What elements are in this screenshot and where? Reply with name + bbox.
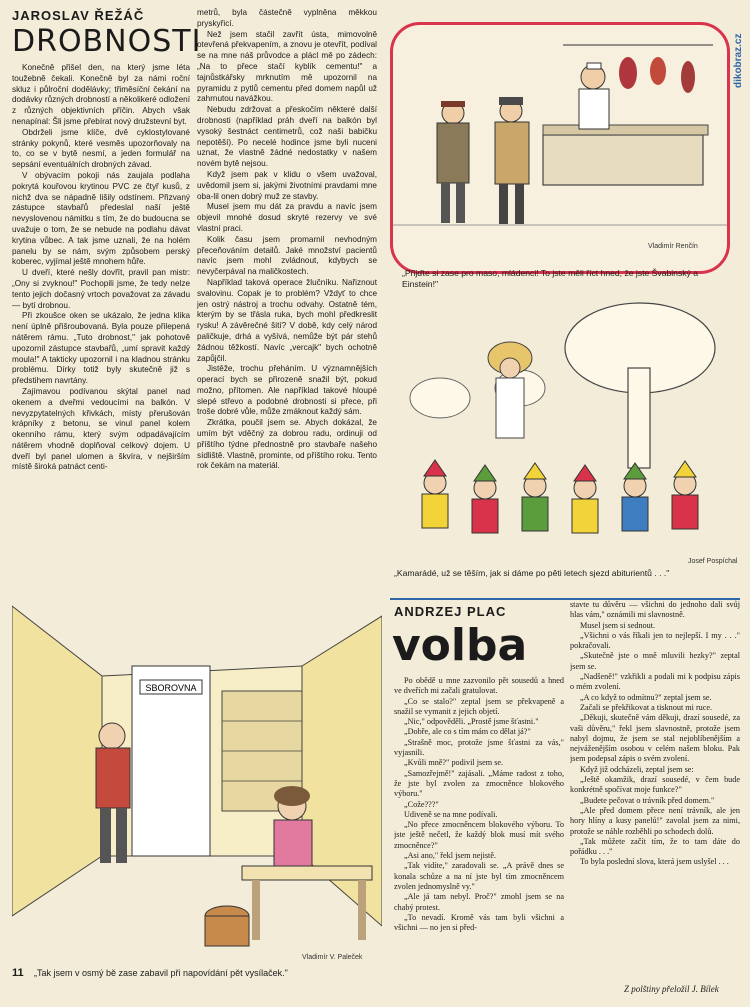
- paragraph: Když jsem pak v klidu o všem uvažoval, uvědomil jsem si, jakými životními pravdami mne oba-lil onen dobrý muž ze stavby.: [197, 169, 377, 201]
- paragraph: V obývacím pokoji nás zaujala podlaha pokrytá kouřovou krytinou PVC ze čtyř kusů, z nichž dva se nápadně lišily odstínem. Přizvaný zástupce stavbařů předeslal naší ještě nevyslovenou námitku s tím, že do budoucna se uvažuje o tom, že se nebude na podlahu dávat krytina vůbec. A tak jsme uznali, že na holém panelu by se nám, svým způsobem perský koberec, vyjímal ještě mnohem hůře.: [12, 170, 190, 267]
- paragraph: „Tak vidíte," zaradovali se. „A právě dnes se konala schůze a na ní jste byl tím zmocněncem zvolen jednomyslně vy.": [394, 861, 564, 891]
- paragraph: Když již odcházeli, zeptal jsem se:: [580, 764, 694, 774]
- paragraph: Než jsem stačil zavřít ústa, mimovolně otevřená překvapením, a znovu je otevřít, podíval se na mne náš průvodce a plácl mě po zádech: „Na to přece stačí kyblík cementu!" a tajnůstkářsky mrknutím mě upozornil na pyramidu z pytlů cementu před domem napůl už zahrnutou navážkou.: [197, 29, 377, 104]
- paragraph: „Strašně moc, protože jsme šťastni za vás," vyjasnili.: [394, 737, 564, 758]
- article-author: ANDRZEJ PLAC: [394, 604, 507, 619]
- paragraph: Po obědě u mne zazvonilo pět sousedů a hned ve dveřích mi začali gratulovat.: [394, 676, 564, 696]
- cartoon-caption: „Tak jsem v osmý bě zase zabavil při napovídání pět vysílaček.": [34, 968, 288, 978]
- cartoon-schoolchildren: [390, 288, 738, 566]
- paragraph: „Samozřejmě!" zajásali. „Máme radost z toho, že jste byl zvolen za zmocněnce blokového výboru.": [394, 768, 564, 799]
- paragraph: U dveří, které nešly dovřít, pravil pan mistr: „Ony si zvyknou!" Pochopili jsme, že tedy nelze tento jejich dočasný vrtoch považovat za závadu — bytí drobnou.: [12, 268, 190, 310]
- paragraph: metrů, byla částečně vyplněna měkkou pryskyřicí.: [197, 8, 377, 28]
- paragraph: „Budete pečovat o trávník před domem.": [580, 795, 715, 805]
- paragraph: „Nadšeně!" vzkřikli a podali mi k podpisu zápis o mém zvolení.: [570, 672, 740, 692]
- paragraph: „Ale já tam nebyl. Proč?" zmohl jsem se na chabý protest.: [394, 892, 564, 912]
- paragraph: Zkrátka, poučil jsem se. Abych dokázal, že umím být vděčný za dobrou radu, ordinuji od příštího týdne přednostně pro stavbaře našeho sídliště. Vlastně, prominte, od příštího roku. Tento rok čekám na materiál.: [197, 418, 377, 471]
- paragraph: „Děkuji, skutečně vám děkuji, drazí sousedé, za vaši důvěru," řekl jsem slavnostně, protože jsem nabyl dojmu, že jsem se stal nejoblíbenějším a nejváženějším osobou v celém našem bloku. Pak jsem podepsal zápis o svém zvolení.: [570, 713, 740, 764]
- translator-credit: Z polštiny přeložil J. Bílek: [624, 984, 719, 994]
- paragraph: „Asi ano," řekl jsem nejistě.: [404, 851, 497, 861]
- paragraph: „Všichni o vás říkali jen to nejlepší. I my . . ." pokračovali.: [570, 630, 740, 651]
- article-drobnosti-column-2: [197, 8, 377, 583]
- cartoon-credit: Vladimír Renčín: [648, 243, 698, 250]
- paragraph: „To nevadí. Kromě vás tam byli všichni a všichni — no jen si před-: [394, 912, 564, 933]
- paragraph: Jistěže, trochu přeháním. U významnějších operací bych se přirozeně snažil být, pokud možno, přítomen. Ale například takové hloupé slepé střevo a podobné drobnosti si přece, při troše dobré vůle, může zmáknout každý sám.: [197, 364, 377, 417]
- cartoon-butcher-illustration: [393, 25, 730, 274]
- paragraph: Například taková operace žlučníku. Nařiznout svalovinu. Copak je to problém? Vždyť to chce jen ostrý nástroj a trochu odvahy. Ostatně tém, kterým by se třásla ruka, bych mohl předkreslit rysku! A závěrečné šití? V době, kdy celý národ paličkuje, drhá a vyšívá, nemůže být pár stehů žádnou těžkostí. Navíc „vercajk" bych ochotně zapůjčil.: [197, 277, 377, 363]
- page-number: 11: [12, 967, 24, 979]
- paragraph: Udiveně se na mne podívali.: [404, 809, 498, 819]
- article-title: volba: [392, 620, 528, 671]
- paragraph: Zajímavou podívanou skýtal panel nad okenem a dveřmi vedoucími na balkón. V nevyzpytatelných křivkách, místy přerušován krápníky z betonu, se vinul panel kolem okenního rámu, který svým odpadávajícím nátěrem vhodně doplňoval celkový dojem. U dveří byl panel ulomen a škvíra, v nejširším místě široká patnáct centi-: [12, 386, 190, 472]
- paragraph: „Skutečně jste o mně mluvili hezky?" zeptal jsem se.: [570, 651, 740, 671]
- cartoon-staff-room: [12, 596, 382, 962]
- paragraph: „Cože???": [404, 799, 439, 809]
- paragraph: Musel jsem mu dát za pravdu a navíc jsem objevil mnohé dosud skryté rezervy ve své vlastní praci.: [197, 202, 377, 233]
- cartoon-schoolchildren-illustration: [390, 288, 738, 566]
- paragraph: „Tak můžete začít tím, že to tam dáte do pořádku . . .": [570, 836, 740, 857]
- cartoon-credit: Josef Pospíchal: [688, 558, 738, 565]
- site-watermark[interactable]: dikobraz.cz: [733, 33, 744, 88]
- article-drobnosti-column-1: [12, 63, 190, 583]
- paragraph: „Co se stalo?" zeptal jsem se překvapeně a snažil se vymanit z jejich objetí.: [394, 696, 564, 716]
- paragraph: Začali se překřikovat a tisknout mi ruce.: [580, 702, 713, 712]
- paragraph: „Nic," odpověděli. „Prostě jsme šťastni.": [404, 717, 539, 727]
- paragraph: „No přece zmocněncem blokového výboru. To jste ještě nečetl, že každý blok musí mít svého zmocněnce?": [394, 820, 564, 850]
- paragraph: „Dobře, ale co s tím mám co dělat já?": [404, 727, 531, 737]
- paragraph: Obdrželi jsme klíče, dvě cyklostylované stránky pokynů, které vesměs upozorňovaly na to, co se v bytě nesmí, a jeden formulář na sepsání eventuálních drobných závad.: [12, 127, 190, 170]
- paragraph: „Ještě okamžik, drazí sousedé, v čem bude konkrétně spočívat moje funkce?": [570, 775, 740, 795]
- cartoon-credit: Vladimír V. Paleček: [302, 954, 363, 961]
- paragraph: „Kvůli mně?" podivil jsem se.: [404, 758, 504, 768]
- paragraph: Nebudu zdržovat a přeskočím některé další drobnosti (například práh dveří na balkón byl vysoký šestnáct centimetrů, což naši babičku nepotěší). Po necelé hodince jsme byli nuceni uznat, že vlastně žádné nedostatky v našem novém bytě nejsou.: [197, 105, 377, 169]
- paragraph: „Ale před domem přece není trávník, ale jen hory hlíny a kusy panelů!" zavolal jsem za nimi, protože se náhle rozběhli po schodech dolů.: [570, 805, 740, 836]
- cartoon-caption: „Přijďte si zase pro maso, mládenci! To jste měli říct hned, že jste Švabinský a Einstein!": [402, 268, 698, 289]
- article-volba-column-1: [394, 676, 564, 981]
- paragraph: Konečně přišel den, na který jsme léta toužebně čekali. Konečně byl za námi roční skluz i půlroční dodělávky; třiměsíční čekání na dodávky různých drobností a několikeré odložení z různých objektivních příčin. Abych však nenapínal: Šli jsme přebírat nový družstevní byt.: [12, 63, 190, 126]
- article-title: DROBNOSTI: [12, 24, 202, 59]
- paragraph: To byla poslední slova, která jsem uslyšel . . .: [580, 857, 729, 867]
- paragraph: Při zkoušce oken se ukázalo, že jedna klika není úplně přišroubovaná. Byla pouze přilepená nátěrem rámu. „Tuto drobnost," jak pohotově upozornil zástupce stavbařů, „umí spravit každý moula!" A takticky upozornil i na kladnou stránku problému. Dírky totiž byly skutečně již s předstihem navrtány.: [12, 311, 190, 386]
- cartoon-butcher-shop: [390, 22, 730, 274]
- paragraph: „A co když to odmítnu?" zeptal jsem se.: [580, 692, 712, 702]
- paragraph: stavte tu důvěru — všichni do jednoho dali svůj hlas vám," oznámili mi slavnostně.: [570, 600, 740, 620]
- paragraph: Kolik času jsem promarnil nevhodným přeceňováním detailů. Jaké množství pacientů navíc jsem mohl zvládnout, kdybych se nevyčerpával na maličkostech.: [197, 234, 377, 277]
- cartoon-staff-room-illustration: [12, 596, 382, 962]
- staff-room-sign: SBOROVNA: [145, 683, 197, 693]
- article-author: JAROSLAV ŘEŽÁČ: [12, 8, 145, 23]
- paragraph: Musel jsem si sednout.: [580, 620, 656, 630]
- cartoon-caption: „Kamarádé, už se těším, jak si dáme po pěti letech sjezd abiturientů . . .": [394, 568, 670, 578]
- article-volba-column-2: [570, 600, 740, 980]
